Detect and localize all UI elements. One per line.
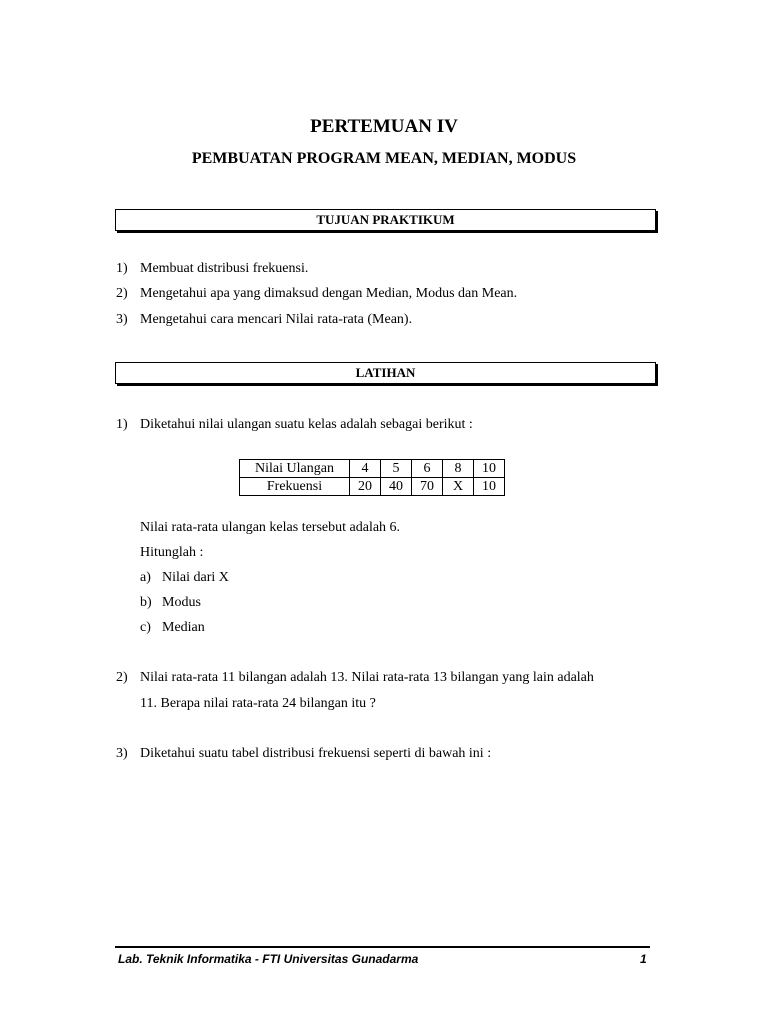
question-1-number: 1)	[116, 417, 128, 432]
footer-rule	[115, 946, 650, 948]
tujuan-item-text: Membuat distribusi frekuensi.	[140, 261, 309, 276]
table-cell: 4	[350, 460, 381, 478]
page-title: PERTEMUAN IV	[310, 116, 458, 137]
table-cell: 8	[443, 460, 474, 478]
tujuan-item-number: 3)	[116, 312, 128, 327]
question-2-line-2: 11. Berapa nilai rata-rata 24 bilangan itu ?	[140, 696, 376, 711]
section-heading-tujuan: TUJUAN PRAKTIKUM	[115, 209, 656, 231]
tujuan-item-text: Mengetahui cara mencari Nilai rata-rata (Mean).	[140, 312, 413, 327]
part-label: c)	[140, 620, 151, 635]
question-1-text: Diketahui nilai ulangan suatu kelas adalah sebagai berikut :	[140, 417, 473, 432]
table-cell: 40	[381, 478, 412, 496]
footer-text: Lab. Teknik Informatika - FTI Universitas Gunadarma	[118, 952, 419, 966]
table-cell: 5	[381, 460, 412, 478]
table-cell: 10	[474, 460, 505, 478]
page-number: 1	[640, 952, 647, 966]
question-3-number: 3)	[116, 746, 128, 761]
tujuan-item-text: Mengetahui apa yang dimaksud dengan Median, Modus dan Mean.	[140, 286, 518, 301]
page-subtitle: PEMBUATAN PROGRAM MEAN, MEDIAN, MODUS	[191, 150, 577, 167]
question-2-number: 2)	[116, 670, 128, 685]
table-cell: 70	[412, 478, 443, 496]
tujuan-item-number: 1)	[116, 261, 128, 276]
question-3-text: Diketahui suatu tabel distribusi frekuensi seperti di bawah ini :	[140, 746, 492, 761]
frequency-table	[239, 459, 505, 496]
table-row	[240, 478, 505, 496]
table-row	[240, 460, 505, 478]
table-cell: 10	[474, 478, 505, 496]
section-heading-latihan: LATIHAN	[115, 362, 656, 384]
question-1-prompt: Hitunglah :	[140, 545, 204, 560]
tujuan-item-number: 2)	[116, 286, 128, 301]
table-cell: 6	[412, 460, 443, 478]
table-row-label: Nilai Ulangan	[240, 460, 350, 478]
question-1-note: Nilai rata-rata ulangan kelas tersebut adalah 6.	[140, 520, 401, 535]
part-label: a)	[140, 570, 151, 585]
part-text: Nilai dari X	[162, 570, 229, 585]
question-2-line-1: Nilai rata-rata 11 bilangan adalah 13. Nilai rata-rata 13 bilangan yang lain adalah	[140, 670, 594, 685]
part-label: b)	[140, 595, 152, 610]
part-text: Median	[162, 620, 205, 635]
table-cell: 20	[350, 478, 381, 496]
table-cell: X	[443, 478, 474, 496]
table-row-label: Frekuensi	[240, 478, 350, 496]
part-text: Modus	[162, 595, 201, 610]
